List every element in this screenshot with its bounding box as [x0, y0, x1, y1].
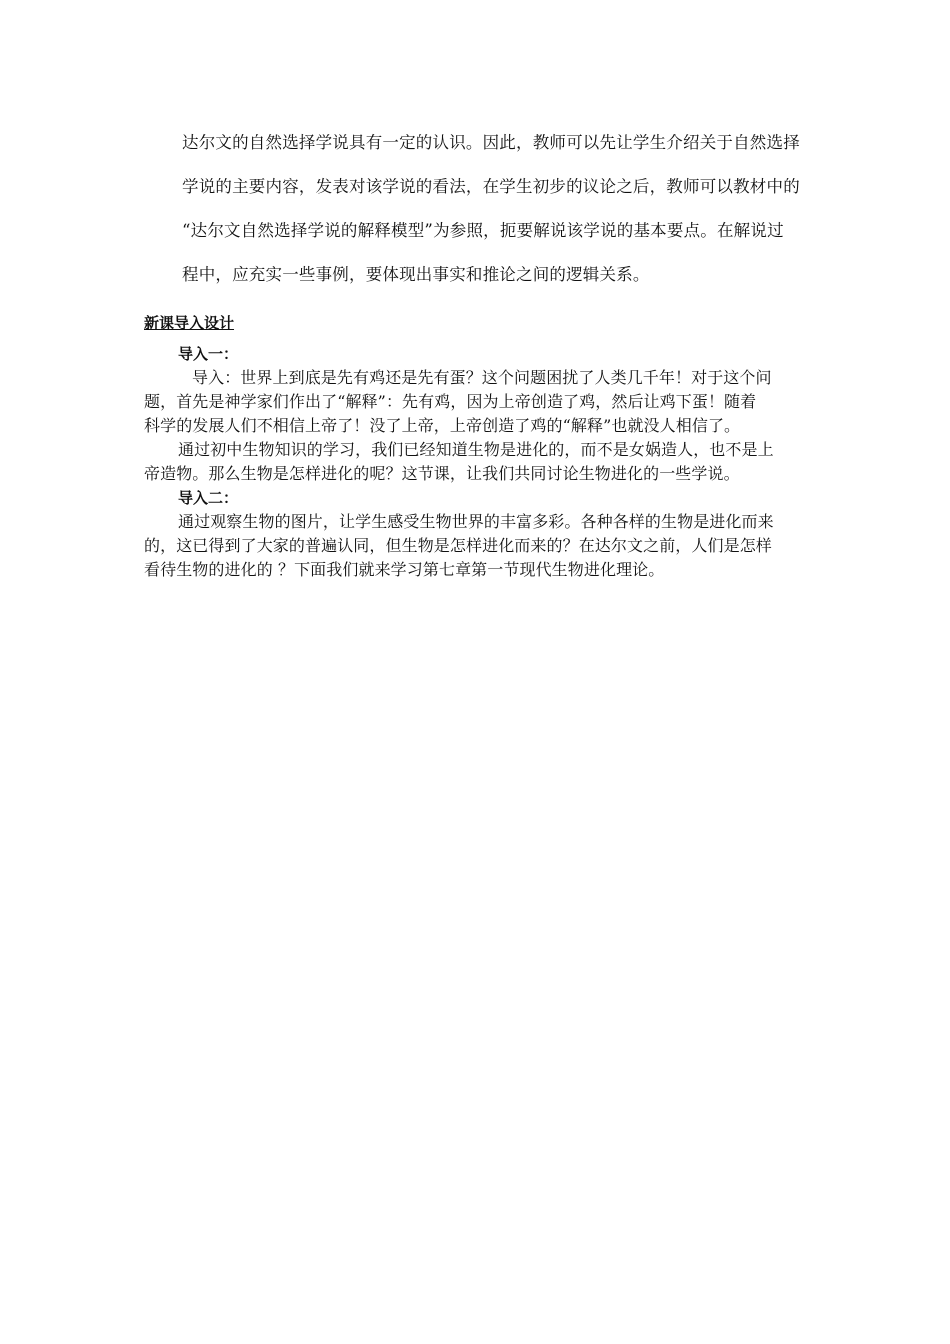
intro-line: 程中，应充实一些事例，要体现出事实和推论之间的逻辑关系。 — [182, 265, 650, 284]
lead-section — [144, 342, 812, 582]
lead2-line: 看待生物的进化的 ？下面我们就来学习第七章第一节现代生物进化理论。 — [144, 560, 665, 579]
intro-paragraph — [182, 121, 812, 297]
lead1-p1-line: 导入：世界上到底是先有鸡还是先有蛋？这个问题困扰了人类几千年！对于这个问 — [192, 368, 772, 387]
intro-line: 学说的主要内容，发表对该学说的看法，在学生初步的议论之后，教师可以教材中的 — [182, 177, 800, 196]
intro-line: 达尔文的自然选择学说具有一定的认识。因此，教师可以先让学生介绍关于自然选择 — [182, 133, 800, 152]
section-title: 新课导入设计 — [144, 314, 235, 332]
lead2-line: 通过观察生物的图片，让学生感受生物世界的丰富多彩。各种各样的生物是进化而来 — [178, 512, 774, 531]
intro-line: “达尔文自然选择学说的解释模型”为参照，扼要解说该学说的基本要点。在解说过 — [182, 221, 784, 240]
lead1-heading: 导入一： — [178, 345, 239, 363]
lead1-p2-line: 帝造物。那么生物是怎样进化的呢？这节课，让我们共同讨论生物进化的一些学说。 — [144, 464, 740, 483]
lead1-p1-line: 科学的发展人们不相信上帝了！没了上帝，上帝创造了鸡的“解释”也就没人相信了。 — [144, 416, 741, 435]
lead2-heading: 导入二： — [178, 489, 239, 507]
lead1-p2-line: 通过初中生物知识的学习，我们已经知道生物是进化的，而不是女娲造人，也不是上 — [178, 440, 774, 459]
lead2-line: 的，这已得到了大家的普遍认同，但生物是怎样进化而来的？在达尔文之前，人们是怎样 — [144, 536, 772, 555]
lead1-p1-line: 题，首先是神学家们作出了“解释”：先有鸡，因为上帝创造了鸡，然后让鸡下蛋！随着 — [144, 392, 757, 411]
